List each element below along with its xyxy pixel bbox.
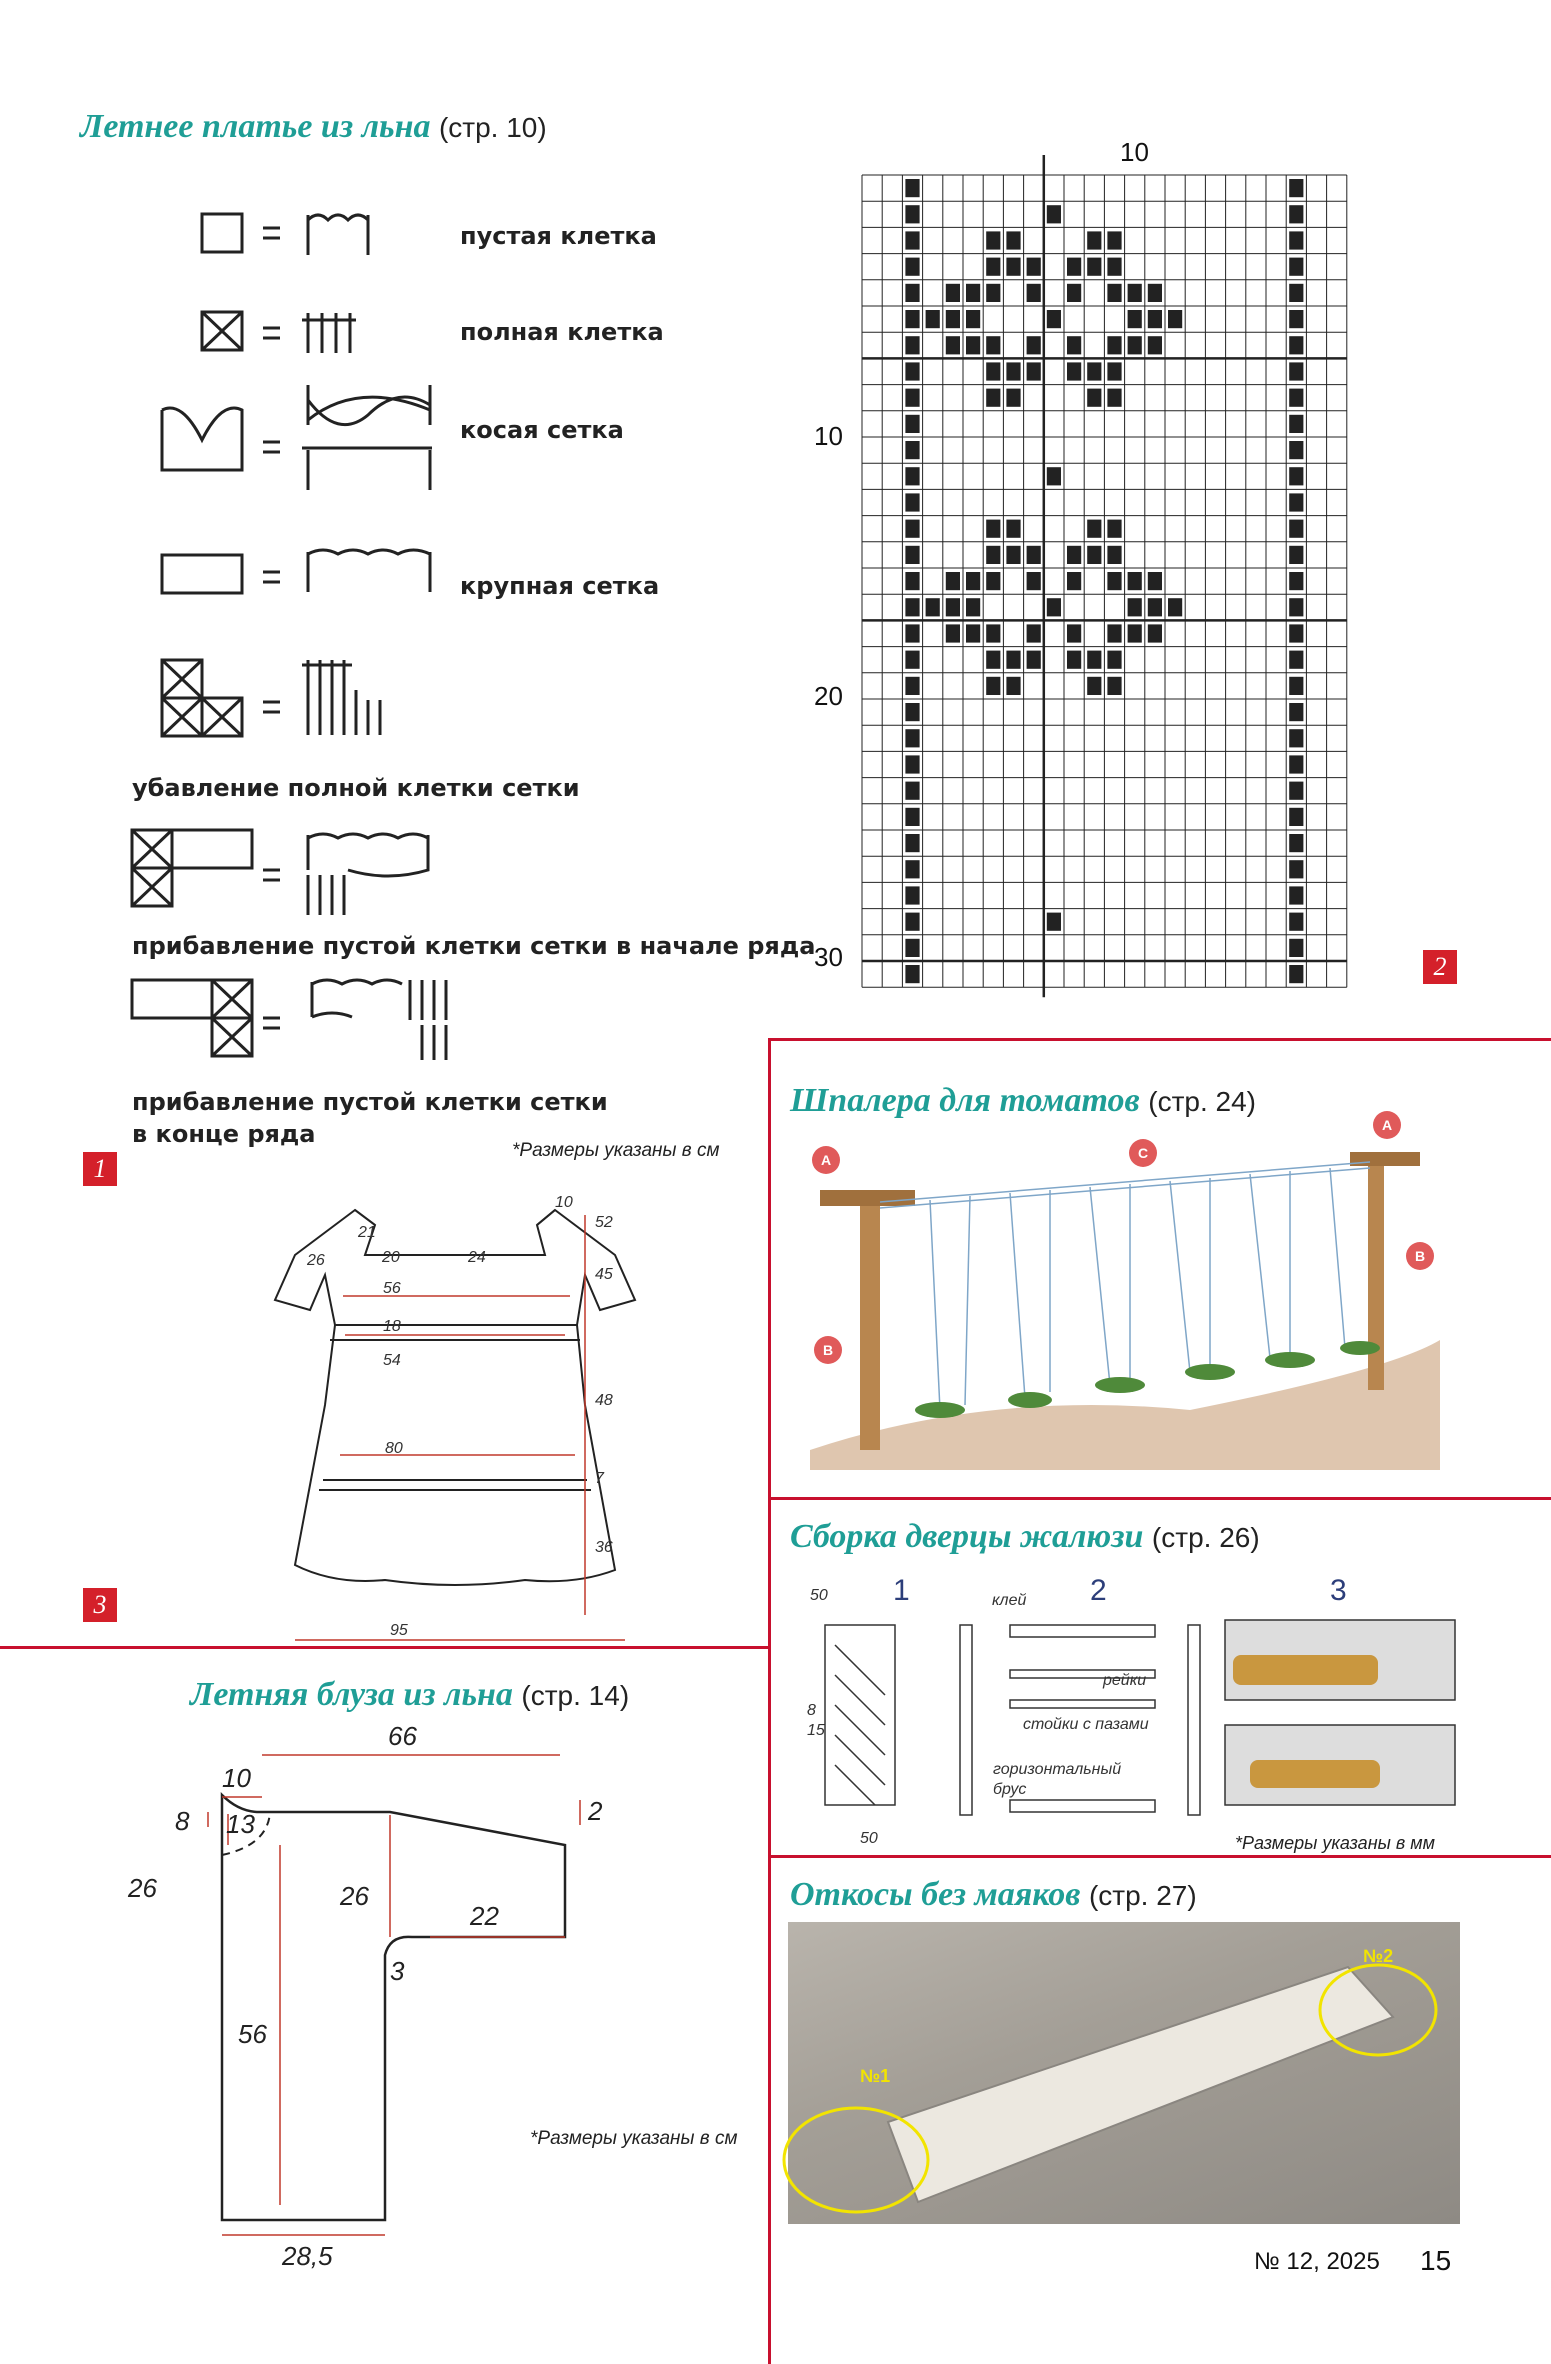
- dim-36: 36: [595, 1539, 613, 1556]
- dim-95: 95: [390, 1622, 408, 1639]
- label-a-left: A: [821, 1152, 832, 1168]
- blouse-dim-2: 2: [588, 1796, 603, 1826]
- dress-drawing: [255, 1185, 675, 1645]
- blouse-schematic: [128, 1715, 630, 2275]
- slope-n2: №2: [1363, 1946, 1394, 1966]
- dim-24: 24: [468, 1249, 486, 1266]
- crochet-legend: [80, 170, 816, 1170]
- blouse-dim-285: 28,5: [282, 2241, 333, 2271]
- row-label-top: 10: [1120, 137, 1149, 167]
- footer-issue: № 12, 2025: [1254, 2248, 1380, 2275]
- label-b-right: B: [1415, 1248, 1426, 1264]
- dim-54: 54: [383, 1352, 401, 1369]
- blouse-dim-66: 66: [388, 1721, 417, 1751]
- blouse-dim-22: 22: [470, 1901, 499, 1931]
- dim-80: 80: [385, 1440, 403, 1457]
- row-label-20: 20: [814, 681, 843, 711]
- blouse-drawing: [128, 1715, 630, 2275]
- legend-dec-full: убавление полной клетки сетки: [132, 774, 580, 802]
- dim-7: 7: [595, 1470, 604, 1487]
- blinds-bar-1: горизонтальный: [993, 1761, 1122, 1778]
- legend-full-cell: полная клетка: [460, 318, 664, 346]
- divider-vertical: [768, 1038, 771, 2364]
- blinds-diagram: [785, 1565, 1485, 1855]
- blinds-dim-50b: 50: [860, 1830, 878, 1847]
- figure-1-badge: 1: [83, 1152, 117, 1186]
- legend-inc-start: прибавление пустой клетки сетки в начале ряда: [132, 932, 816, 960]
- blinds-glue: клей: [992, 1592, 1027, 1609]
- blinds-step-2: 2: [1090, 1574, 1107, 1607]
- legend-inc-end-2: в конце ряда: [132, 1120, 316, 1148]
- blinds-slats: рейки: [1103, 1672, 1147, 1689]
- dim-18: 18: [383, 1318, 401, 1335]
- blinds-dim-50: 50: [810, 1587, 828, 1604]
- trellis-drawing: [790, 1110, 1530, 1490]
- note-cm-1: *Размеры указаны в см: [512, 1140, 720, 1161]
- blinds-dim-15: 15: [807, 1722, 825, 1739]
- blouse-dim-10: 10: [222, 1763, 251, 1793]
- dim-26: 26: [307, 1252, 325, 1269]
- dress-schematic: [255, 1185, 675, 1645]
- legend-inc-end-1: прибавление пустой клетки сетки: [132, 1088, 608, 1116]
- divider-left: [0, 1646, 771, 1649]
- slopes-title: Откосы без маяков (стр. 27): [790, 1876, 1197, 1913]
- row-label-30: 30: [814, 942, 843, 972]
- dim-48: 48: [595, 1392, 613, 1409]
- label-c: C: [1138, 1145, 1149, 1161]
- divider-right-mid: [768, 1497, 1551, 1500]
- blouse-dim-8: 8: [175, 1806, 190, 1836]
- dim-21: 21: [358, 1224, 376, 1241]
- dress-title: Летнее платье из льна (стр. 10): [80, 108, 547, 145]
- filet-grid: [810, 135, 1430, 1035]
- dim-10: 10: [555, 1194, 573, 1211]
- blinds-dim-8: 8: [807, 1702, 816, 1719]
- legend-slant-mesh: косая сетка: [460, 416, 624, 444]
- blouse-dim-3: 3: [390, 1956, 405, 1986]
- trellis-title: Шпалера для томатов (стр. 24): [790, 1082, 1256, 1119]
- dim-45: 45: [595, 1266, 613, 1283]
- slopes-photo: [788, 1922, 1460, 2224]
- dim-56: 56: [383, 1280, 401, 1297]
- figure-2-badge: 2: [1423, 950, 1457, 984]
- row-label-10: 10: [814, 421, 843, 451]
- dim-20: 20: [382, 1249, 400, 1266]
- footer-page: 15: [1420, 2245, 1452, 2276]
- blinds-step-3: 3: [1330, 1574, 1347, 1607]
- label-a-right: A: [1382, 1117, 1393, 1133]
- divider-right-low: [768, 1855, 1551, 1858]
- blouse-dim-26a: 26: [128, 1873, 157, 1903]
- slopes-drawing: [788, 1922, 1460, 2224]
- note-mm: *Размеры указаны в мм: [1235, 1833, 1435, 1853]
- legend-empty-cell: пустая клетка: [460, 222, 657, 250]
- blouse-dim-56: 56: [238, 2019, 267, 2049]
- blinds-title: Сборка дверцы жалюзи (стр. 26): [790, 1518, 1260, 1555]
- blinds-posts: стойки с пазами: [1023, 1716, 1149, 1733]
- note-cm-2: *Размеры указаны в см: [530, 2128, 738, 2149]
- blinds-step-1: 1: [893, 1574, 910, 1607]
- label-b-left: B: [823, 1342, 834, 1358]
- blinds-bar-2: брус: [993, 1781, 1027, 1798]
- trellis-illustration: [790, 1110, 1530, 1490]
- dim-52: 52: [595, 1214, 613, 1231]
- blouse-dim-13: 13: [226, 1809, 255, 1839]
- legend-large-mesh: крупная сетка: [460, 572, 660, 600]
- blinds-drawing: [785, 1565, 1485, 1855]
- slope-n1: №1: [860, 2066, 891, 2086]
- filet-chart: [810, 135, 1430, 1035]
- divider-right-top: [768, 1038, 1551, 1041]
- figure-3-badge: 3: [83, 1588, 117, 1622]
- blouse-title: Летняя блуза из льна (стр. 14): [190, 1676, 630, 1713]
- blouse-dim-26b: 26: [340, 1881, 369, 1911]
